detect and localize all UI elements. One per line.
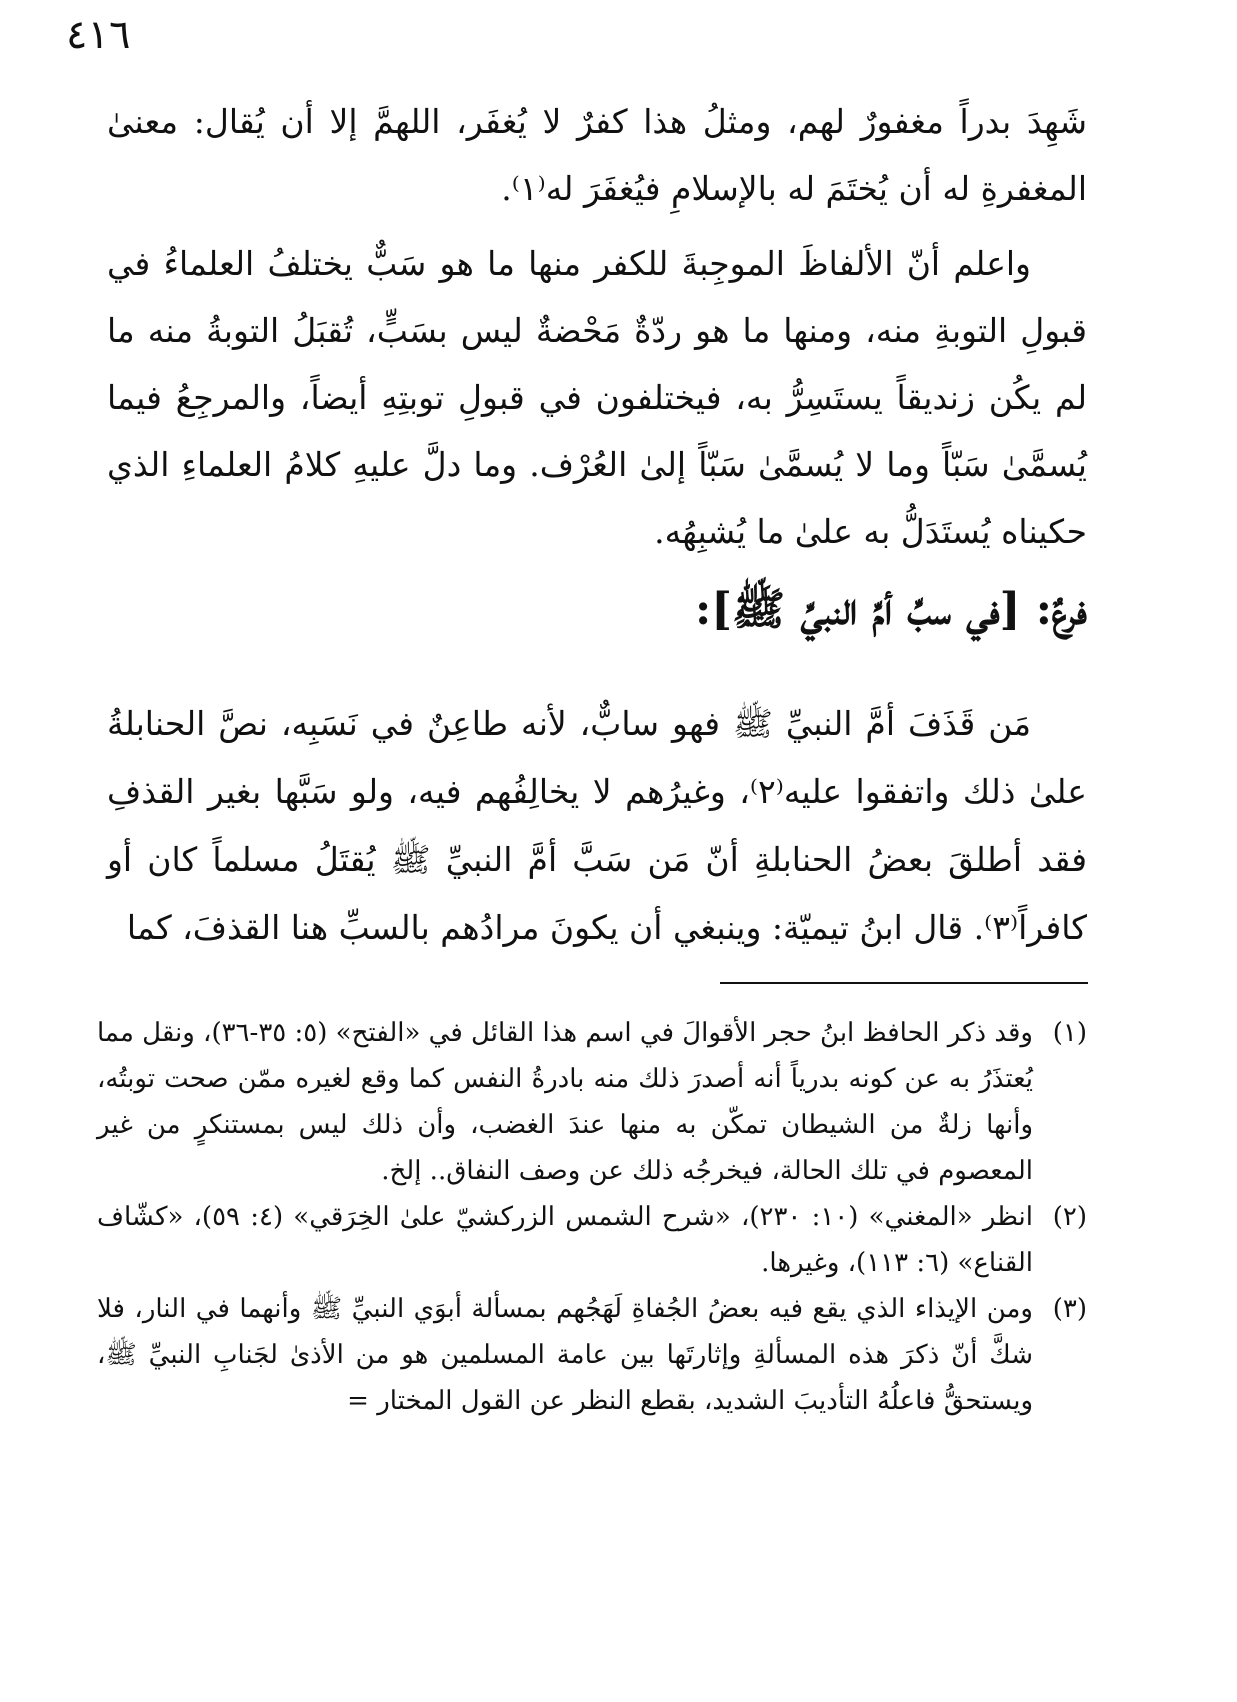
footnote-text: وقد ذكر الحافظ ابنُ حجر الأقوالَ في اسم هذا القائل في «الفتح» (٥: ٣٥-٣٦)، ونقل مما يُعتذَرُ به عن كونه بدرياً أنه أصدرَ ذلك منه بادرةُ النفس كما وقع لغيره ممّن صحت توبتُه، وأنها زلةٌ من الشيطان تمكّن به منها عندَ الغضب، وأن ذلك ليس بمستنكرٍ من غير المعصوم في تلك الحالة، فيخرجُه ذلك عن وصف النفاق.. إلخ.: [97, 1018, 1033, 1186]
section-text: [107, 690, 1087, 962]
page-number: ٤١٦: [66, 12, 131, 58]
section-paragraph: مَن قَذَفَ أمَّ النبيِّ ﷺ فهو سابٌّ، لأنه طاعِنٌ في نَسَبِه، نصَّ الحنابلةُ علىٰ ذلك واتفقوا عليه⁽٢⁾، وغيرُهم لا يخالِفُهم فيه، ولو سَبَّها بغير القذفِ فقد أطلقَ بعضُ الحنابلةِ أنّ مَن سَبَّ أمَّ النبيِّ ﷺ يُقتَلُ مسلماً كان أو كافراً⁽٣⁾. قال ابنُ تيميّة: وينبغي أن يكونَ مرادُهم بالسبِّ هنا القذفَ، كما: [107, 704, 1087, 947]
footnote-text: انظر «المغني» (١٠: ٢٣٠)، «شرح الشمس الزركشيّ علىٰ الخِرَقي» (٤: ٥٩)، «كشّاف القناع» (٦: ١١٣)، وغيرها.: [97, 1202, 1033, 1278]
footnote-number: (٣): [1052, 1294, 1087, 1324]
footnote-number: (١): [1052, 1018, 1087, 1048]
footnote-1: [97, 1010, 1087, 1194]
footnote-3: [97, 1286, 1087, 1424]
paragraph-1: شَهِدَ بدراً مغفورٌ لهم، ومثلُ هذا كفرٌ لا يُغفَر، اللهمَّ إلا أن يُقال: معنىٰ المغفرةِ له أن يُختَمَ له بالإسلامِ فيُغفَرَ له⁽١⁾.: [107, 102, 1088, 208]
footnote-text: ومن الإيذاء الذي يقع فيه بعضُ الجُفاةِ لَهَجُهم بمسألة أبوَي النبيِّ ﷺ وأنهما في النار، فلا شكَّ أنّ ذكرَ هذه المسألةِ وإثارتَها بين عامة المسلمين هو من الأذىٰ لجَنابِ النبيِّ ﷺ، ويستحقُّ فاعلُهُ التأديبَ الشديد، بقطع النظر عن القول المختار =: [97, 1294, 1033, 1416]
footnote-divider: [720, 982, 1088, 984]
paragraph-2: واعلم أنّ الألفاظَ الموجِبةَ للكفر منها ما هو سَبٌّ يختلفُ العلماءُ في قبولِ التوبةِ منه، ومنها ما هو ردّةٌ مَحْضةٌ ليس بسَبٍّ، تُقبَلُ التوبةُ منه ما لم يكُن زنديقاً يستَسِرُّ به، فيختلفون في قبولِ توبتِهِ أيضاً، والمرجِعُ فيما يُسمَّىٰ سَبّاً وما لا يُسمَّىٰ سَبّاً إلىٰ العُرْف. وما دلَّ عليهِ كلامُ العلماءِ الذي حكيناه يُستَدَلُّ به علىٰ ما يُشبِهُه.: [107, 244, 1087, 551]
section-heading: فرعٌ: [في سبِّ أمِّ النبيِّ ﷺ]:: [694, 584, 1087, 635]
footnote-number: (٢): [1052, 1202, 1087, 1232]
main-text: [107, 88, 1087, 573]
footnote-2: [97, 1194, 1087, 1286]
footnotes: [97, 1010, 1087, 1424]
